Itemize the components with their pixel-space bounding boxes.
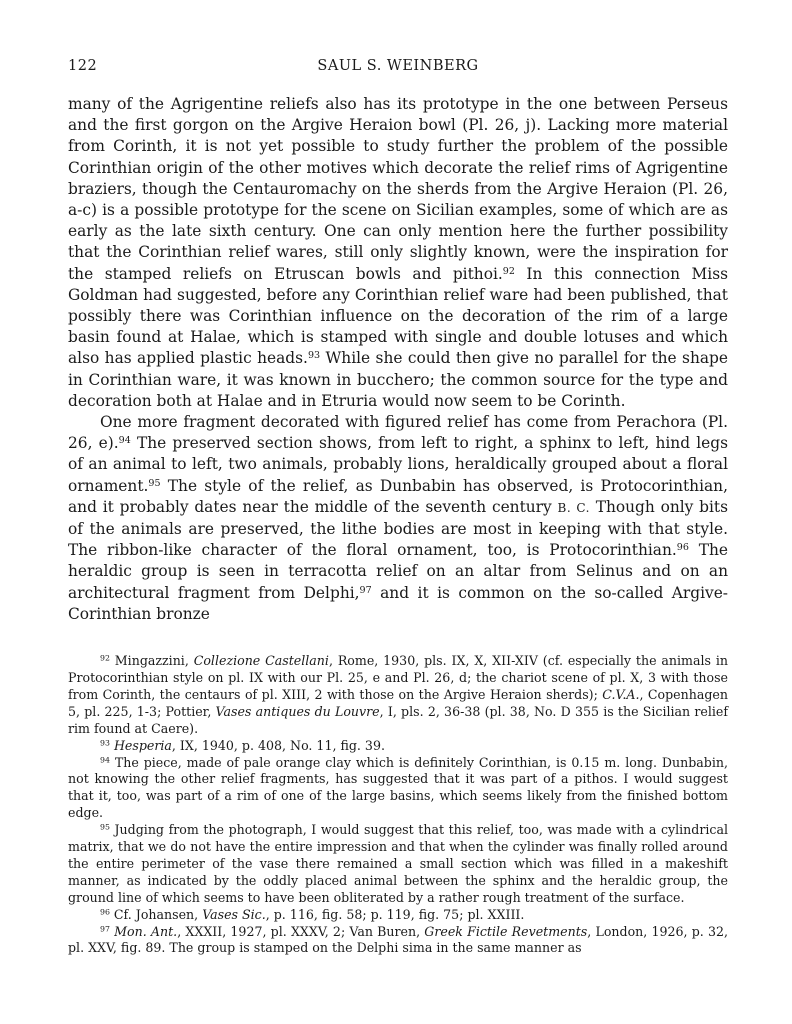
page-header bbox=[68, 58, 728, 82]
footnote-ref-97[interactable]: 97 bbox=[359, 584, 372, 596]
footnote-number: 92 bbox=[100, 653, 110, 663]
footnote-ref-96[interactable]: 96 bbox=[676, 542, 689, 554]
footnote-number: 96 bbox=[100, 907, 110, 917]
paragraph-2: One more fragment decorated with figured relief has come from Perachora (Pl. 26, e).$^{94}$ The preserved section shows, from left to right, a sphinx to left, hind legs of an animal to left, two animals, probably lions, heraldically grouped about a floral ornament.$^{95}$ The style of the relief, as Dunbabin has observed, is Protocorinthian, and it probably dates near the middle of the seventh century B. C. Though only bits of the animals are preserved, the lithe bodies are most in keeping with that style. The ribbon-like character of the floral ornament, too, is Protocorinthian.$^{96}$ The heraldic group is seen in terracotta relief on an altar from Selinus and on an architectural fragment from Delphi,$^{97}$ and it is common on the so-called Argive-Corinthian bronze bbox=[68, 413, 729, 623]
footnote-ref-94[interactable]: 94 bbox=[118, 435, 131, 446]
paragraph-1: many of the Agrigentine reliefs also has its prototype in the one between Perseus and the first gorgon on the Argive Heraion bowl (Pl. 26, j). Lacking more material from Corinth, it is not yet possible to study further the problem of the possible Corinthian origin of the other motives which decorate the relief rims of Agrigentine braziers, though the Centauromachy on the sherds from the Argive Heraion (Pl. 26, a-c) is a possible prototype for the scene on Sicilian examples, some of which are as early as the late sixth century. One can only mention here the further possibility that the Corinthian relief wares, still only slightly known, were the inspiration for the stamped reliefs on Etruscan bowls and pithoi.$^{92}$ In this connection Miss Goldman had suggested, before any Corinthian relief ware had been published, that possibly there was Corinthian influence on the decoration of the rim of a large basin found at Halae, which is stamped with single and double lotuses and which also has applied plastic heads.$^{93}$ While she could then give no parallel for the shape in Corinthian ware, it was known in bucchero; the common source for the type and decoration both at Halae and in Etruria would now seem to be Corinth. bbox=[68, 95, 729, 410]
footnote-94: $^{94}$ The piece, made of pale orange clay which is definitely Corinthian, is 0.15 m. long. Dunbabin, not knowing the other relief fragments, has suggested that it was part of a pithos. I would suggest that it, too, was part of a rim of one of the large basins, which seems likely from the finished bottom edge. bbox=[68, 754, 728, 821]
era-abbreviation: B. C. bbox=[557, 500, 590, 515]
footnote-95: $^{95}$ Judging from the photograph, I would suggest that this relief, too, was made with a cylindrical matrix, that we do not have the entire impression and that when the cylinder was finally rolled around the entire perimeter of the vase there remained a small section which was filled in a makeshift manner, as indicated by the oddly placed animal between the sphinx and the heraldic group, the ground line of which seems to have been obliterated by a rather rough treatment of the surface. bbox=[68, 822, 728, 905]
footnote-ref-95[interactable]: 95 bbox=[148, 477, 161, 489]
footnote-ref-92[interactable]: 92 bbox=[502, 265, 515, 277]
main-text bbox=[68, 94, 728, 625]
footnote-93: $^{93}$ Hesperia, IX, 1940, p. 408, No. 11, fig. 39. bbox=[100, 737, 385, 753]
footnote-number: 94 bbox=[100, 755, 110, 765]
footnote-ref-93[interactable]: 93 bbox=[307, 350, 321, 362]
page bbox=[68, 58, 728, 957]
page-number: 122 bbox=[68, 58, 98, 74]
footnote-92: $^{92}$ Mingazzini, Collezione Castellani, Rome, 1930, pls. IX, X, XII-XIV (cf. especially the animals in Protocorinthian style on pl. IX with our Pl. 25, e and Pl. 26, d; the chariot scene of pl. X, 3 with those from Corinth, the centaurs of pl. XIII, 2 with those on the Argive Heraion sherds); C.V.A., Copenhagen 5, pl. 225, 1-3; Pottier, Vases antiques du Louvre, I, pls. 2, 36-38 (pl. 38, No. D 355 is the Sicilian relief rim found at Caere). bbox=[68, 653, 729, 736]
footnote-number: 97 bbox=[100, 924, 110, 934]
footnotes bbox=[68, 653, 728, 957]
footnote-number: 93 bbox=[100, 738, 110, 748]
footnote-number: 95 bbox=[100, 822, 110, 832]
running-head: SAUL S. WEINBERG bbox=[317, 58, 479, 74]
footnote-97: $^{97}$ Mon. Ant., XXXII, 1927, pl. XXXV, 2; Van Buren, Greek Fictile Revetments, London, 1926, p. 32, pl. XXV, fig. 89. The group is stamped on the Delphi sima in the same manner as bbox=[68, 923, 728, 956]
footnote-96: $^{96}$ Cf. Johansen, Vases Sic., p. 116, fig. 58; p. 119, fig. 75; pl. XXIII. bbox=[100, 906, 525, 922]
